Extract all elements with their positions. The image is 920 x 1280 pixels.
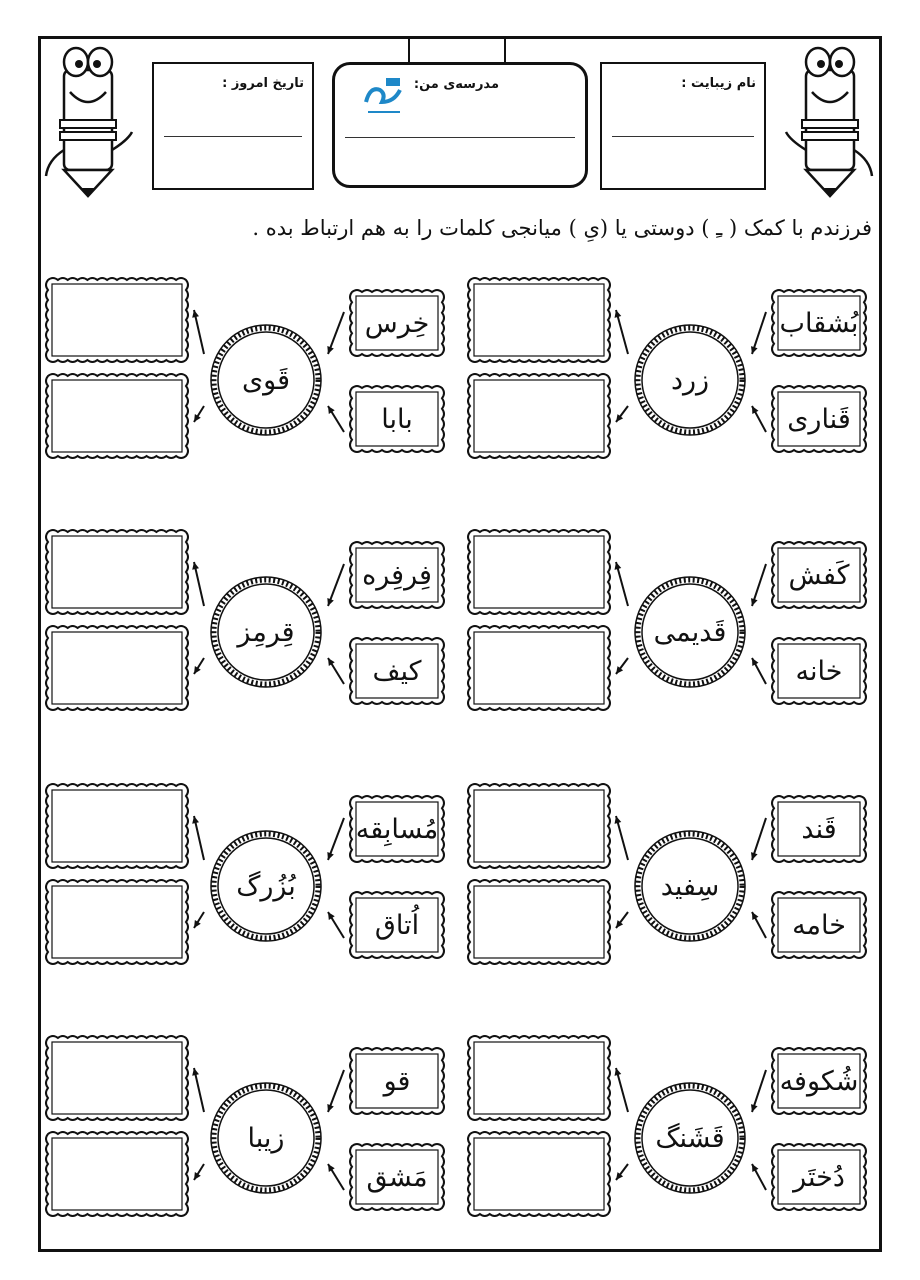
date-box bbox=[152, 62, 314, 190]
center-word-left-1: قِرمِز bbox=[237, 616, 295, 648]
answer-box-right-3-0[interactable] bbox=[466, 1034, 612, 1122]
center-word-right-1: قَدیمی bbox=[653, 616, 727, 648]
word-right-3-0: شُکوفه bbox=[779, 1065, 859, 1097]
word-right-1-1-box bbox=[770, 636, 868, 706]
answer-box-left-3-1[interactable] bbox=[44, 1130, 190, 1218]
center-word-right-2-circle bbox=[630, 826, 750, 946]
answer-box-right-1-1[interactable] bbox=[466, 624, 612, 712]
answer-box-left-1-0[interactable] bbox=[44, 528, 190, 616]
word-left-2-1: اُتاق bbox=[374, 909, 420, 941]
center-word-right-3: قَشَنگ bbox=[655, 1122, 725, 1154]
word-left-2-1-box bbox=[348, 890, 446, 960]
word-right-0-1: قَناری bbox=[787, 403, 851, 435]
answer-box-right-1-0[interactable] bbox=[466, 528, 612, 616]
word-right-2-1-box bbox=[770, 890, 868, 960]
answer-box-left-2-0-frame bbox=[44, 782, 190, 870]
name-box bbox=[600, 62, 766, 190]
center-word-left-1-circle bbox=[206, 572, 326, 692]
word-left-1-0-box bbox=[348, 540, 446, 610]
date-write-line[interactable] bbox=[164, 136, 302, 137]
answer-box-left-0-1[interactable] bbox=[44, 372, 190, 460]
word-left-3-1: مَشق bbox=[366, 1161, 428, 1193]
answer-box-right-1-0-frame bbox=[466, 528, 612, 616]
center-word-left-2: بُزُرگ bbox=[236, 870, 296, 902]
answer-box-right-0-1-frame bbox=[466, 372, 612, 460]
word-left-3-1-box bbox=[348, 1142, 446, 1212]
answer-box-left-0-0-frame bbox=[44, 276, 190, 364]
center-word-left-0: قَوی bbox=[242, 364, 290, 396]
pencil-mascot-left-icon bbox=[42, 40, 134, 198]
date-label: تاریخ امروز : bbox=[222, 76, 304, 91]
center-word-left-3: زیبا bbox=[247, 1122, 285, 1154]
answer-box-left-3-0[interactable] bbox=[44, 1034, 190, 1122]
word-left-0-0-box bbox=[348, 288, 446, 358]
center-word-left-2-circle bbox=[206, 826, 326, 946]
answer-box-right-2-0[interactable] bbox=[466, 782, 612, 870]
answer-box-left-2-1-frame bbox=[44, 878, 190, 966]
word-left-3-0: قو bbox=[383, 1065, 411, 1097]
word-right-0-0: بُشقاب bbox=[779, 307, 859, 339]
word-right-1-0: کَفش bbox=[788, 559, 850, 591]
center-word-left-0-circle bbox=[206, 320, 326, 440]
answer-box-left-1-1[interactable] bbox=[44, 624, 190, 712]
answer-box-right-1-1-frame bbox=[466, 624, 612, 712]
word-right-2-0-box bbox=[770, 794, 868, 864]
word-left-2-0-box bbox=[348, 794, 446, 864]
name-write-line[interactable] bbox=[612, 136, 754, 137]
name-label: نام زیبایت : bbox=[681, 76, 756, 91]
word-right-0-0-box bbox=[770, 288, 868, 358]
pencil-mascot-right-icon bbox=[784, 40, 876, 198]
word-left-3-0-box bbox=[348, 1046, 446, 1116]
word-left-1-1-box bbox=[348, 636, 446, 706]
word-left-1-1: کیف bbox=[372, 655, 422, 687]
word-right-3-0-box bbox=[770, 1046, 868, 1116]
answer-box-right-0-0[interactable] bbox=[466, 276, 612, 364]
school-write-line[interactable] bbox=[345, 137, 575, 138]
answer-box-left-1-0-frame bbox=[44, 528, 190, 616]
center-word-right-0: زرد bbox=[670, 364, 710, 396]
answer-box-left-3-1-frame bbox=[44, 1130, 190, 1218]
answer-box-right-0-0-frame bbox=[466, 276, 612, 364]
word-left-2-0: مُسابِقه bbox=[355, 813, 439, 845]
answer-box-right-3-1[interactable] bbox=[466, 1130, 612, 1218]
answer-box-right-3-1-frame bbox=[466, 1130, 612, 1218]
word-left-0-0: خِرس bbox=[364, 307, 430, 339]
publisher-logo-icon bbox=[360, 72, 408, 120]
center-word-right-2: سِفید bbox=[660, 870, 720, 902]
answer-box-right-3-0-frame bbox=[466, 1034, 612, 1122]
answer-box-right-2-1[interactable] bbox=[466, 878, 612, 966]
word-right-1-1: خانه bbox=[795, 655, 843, 687]
answer-box-left-3-0-frame bbox=[44, 1034, 190, 1122]
answer-box-left-0-0[interactable] bbox=[44, 276, 190, 364]
instruction-text: فرزندم با کمک ( ـِ ) دوستی یا (یِ ) میانجی کلمات را به هم ارتباط بده . bbox=[252, 216, 872, 240]
center-word-right-1-circle bbox=[630, 572, 750, 692]
answer-box-right-2-1-frame bbox=[466, 878, 612, 966]
word-right-3-1-box bbox=[770, 1142, 868, 1212]
word-left-0-1: بابا bbox=[381, 403, 413, 435]
answer-box-right-2-0-frame bbox=[466, 782, 612, 870]
word-left-0-1-box bbox=[348, 384, 446, 454]
word-left-1-0: فِرفِره bbox=[362, 559, 432, 591]
word-right-1-0-box bbox=[770, 540, 868, 610]
center-word-right-0-circle bbox=[630, 320, 750, 440]
word-right-0-1-box bbox=[770, 384, 868, 454]
answer-box-left-0-1-frame bbox=[44, 372, 190, 460]
school-label: مدرسه‌ی من: bbox=[413, 77, 499, 92]
answer-box-right-0-1[interactable] bbox=[466, 372, 612, 460]
center-word-right-3-circle bbox=[630, 1078, 750, 1198]
answer-box-left-2-0[interactable] bbox=[44, 782, 190, 870]
word-right-2-1: خامه bbox=[792, 909, 846, 941]
answer-box-left-2-1[interactable] bbox=[44, 878, 190, 966]
word-right-2-0: قَند bbox=[801, 813, 837, 845]
center-word-left-3-circle bbox=[206, 1078, 326, 1198]
answer-box-left-1-1-frame bbox=[44, 624, 190, 712]
word-right-3-1: دُختَر bbox=[793, 1161, 845, 1193]
